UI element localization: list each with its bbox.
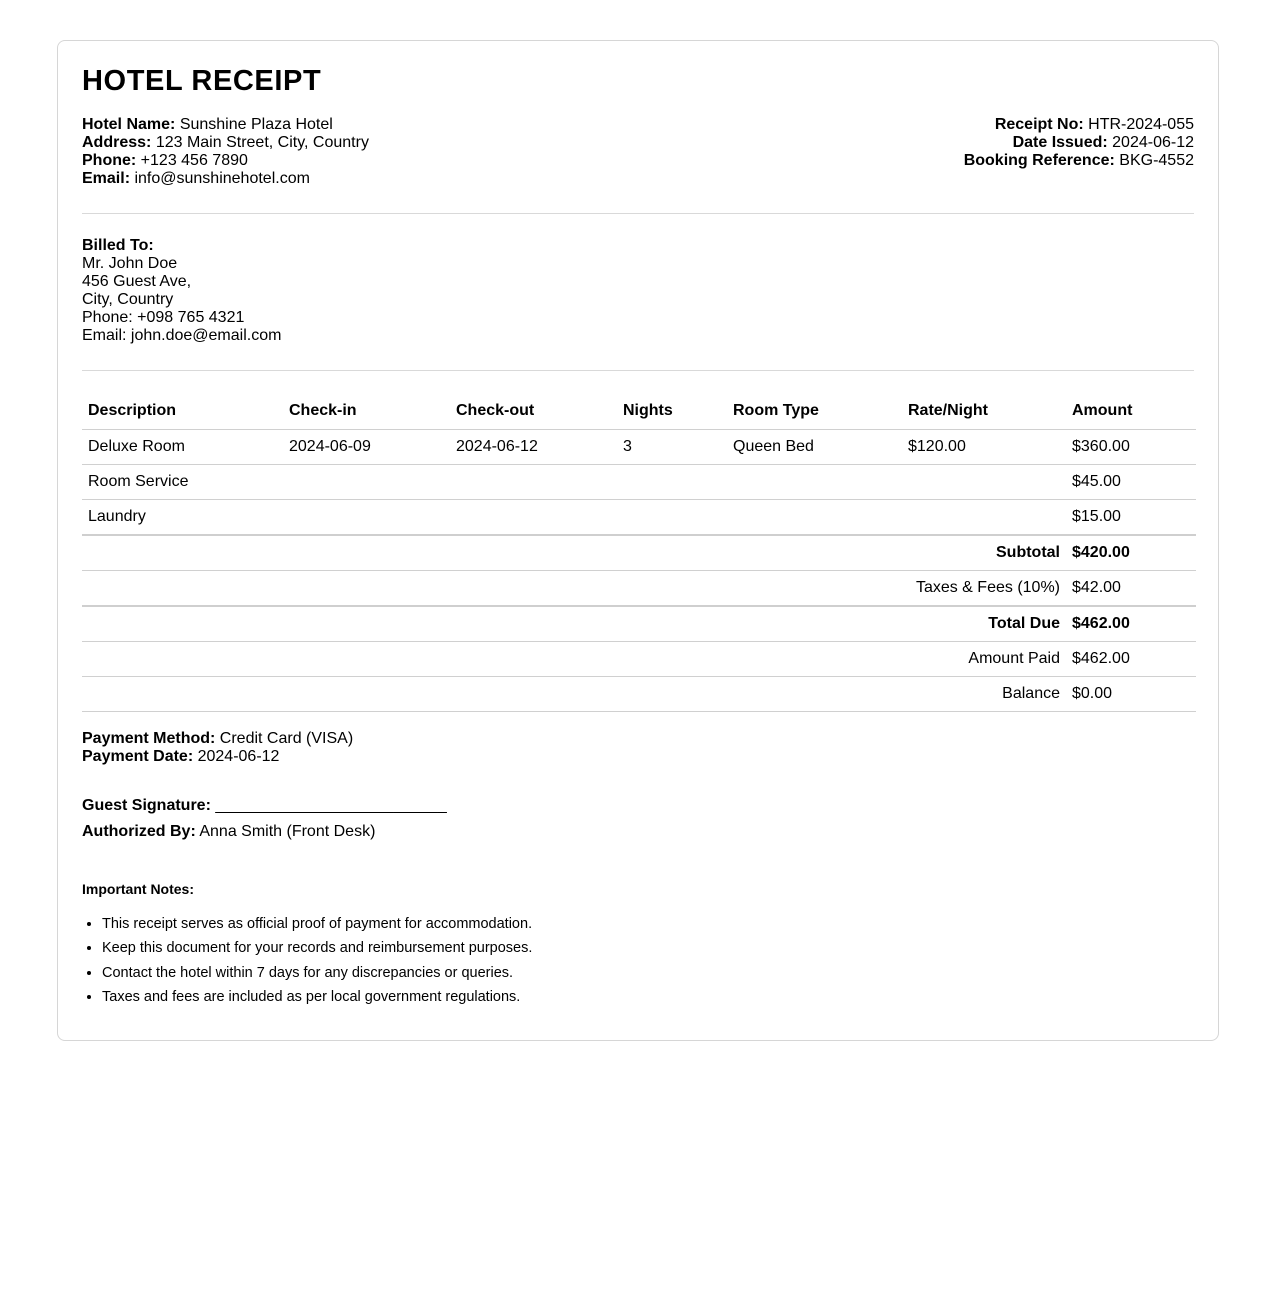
receipt-no-label: Receipt No: xyxy=(994,116,1084,133)
table-cell xyxy=(617,500,727,536)
hotel-phone-label: Phone: xyxy=(82,152,137,169)
payment-date-label: Payment Date: xyxy=(82,748,194,765)
column-header: Amount xyxy=(1066,393,1196,430)
table-cell: $360.00 xyxy=(1066,430,1196,465)
table-cell: $120.00 xyxy=(902,430,1066,465)
divider xyxy=(82,370,1194,371)
hotel-email: info@sunshinehotel.com xyxy=(134,170,310,187)
table-cell xyxy=(450,500,617,536)
hotel-name-label: Hotel Name: xyxy=(82,116,176,133)
notes-title: Important Notes: xyxy=(82,881,194,897)
taxes-label: Taxes & Fees (10%) xyxy=(82,571,1066,607)
payment-date: 2024-06-12 xyxy=(197,748,280,765)
billed-line: City, Country xyxy=(82,291,174,308)
total-due-label: Total Due xyxy=(82,606,1066,642)
booking-reference-label: Booking Reference: xyxy=(963,152,1115,169)
table-cell: Laundry xyxy=(82,500,283,536)
divider xyxy=(82,213,1194,214)
column-header: Check-in xyxy=(283,393,450,430)
payment-method-label: Payment Method: xyxy=(82,730,216,747)
billed-line: Mr. John Doe xyxy=(82,255,178,272)
subtotal-value: $420.00 xyxy=(1066,535,1196,571)
total-due-row xyxy=(82,606,1196,642)
billed-line: Phone: +098 765 4321 xyxy=(82,309,245,326)
page-title: HOTEL RECEIPT xyxy=(82,65,322,97)
column-header: Room Type xyxy=(727,393,902,430)
table-cell: 2024-06-09 xyxy=(283,430,450,465)
taxes-value: $42.00 xyxy=(1066,571,1196,607)
table-cell xyxy=(727,465,902,500)
table-row xyxy=(82,500,1196,536)
table-cell xyxy=(617,465,727,500)
guest-signature xyxy=(82,797,447,815)
date-issued-label: Date Issued: xyxy=(1012,134,1108,151)
hotel-email-label: Email: xyxy=(82,170,131,187)
receipt-card xyxy=(57,40,1219,1041)
table-cell: $15.00 xyxy=(1066,500,1196,536)
hotel-address-label: Address: xyxy=(82,134,152,151)
authorized-by-label: Authorized By: xyxy=(82,823,196,840)
authorized-by xyxy=(82,823,375,841)
billed-line: 456 Guest Ave, xyxy=(82,273,192,290)
payment-info xyxy=(82,730,353,766)
column-header: Nights xyxy=(617,393,727,430)
amount-paid-label: Amount Paid xyxy=(82,642,1066,677)
billed-line: Email: john.doe@email.com xyxy=(82,327,282,344)
table-cell xyxy=(727,500,902,536)
subtotal-row xyxy=(82,535,1196,571)
billed-to xyxy=(82,237,281,345)
table-cell: Room Service xyxy=(82,465,283,500)
balance-label: Balance xyxy=(82,677,1066,712)
notes-list xyxy=(82,913,532,1010)
amount-paid-row xyxy=(82,642,1196,677)
balance-value: $0.00 xyxy=(1066,677,1196,712)
balance-row xyxy=(82,677,1196,712)
amount-paid-value: $462.00 xyxy=(1066,642,1196,677)
receipt-no: HTR-2024-055 xyxy=(1088,116,1194,133)
table-cell xyxy=(283,500,450,536)
hotel-address: 123 Main Street, City, Country xyxy=(155,134,369,151)
guest-signature-label: Guest Signature: xyxy=(82,797,211,814)
table-cell: Queen Bed xyxy=(727,430,902,465)
receipt-info xyxy=(964,116,1194,170)
subtotal-label: Subtotal xyxy=(82,535,1066,571)
list-item: • Taxes and fees are included as per local government regulations. xyxy=(102,986,532,1010)
column-header: Rate/Night xyxy=(902,393,1066,430)
table-cell xyxy=(902,500,1066,536)
table-cell xyxy=(902,465,1066,500)
list-item: • Contact the hotel within 7 days for any discrepancies or queries. xyxy=(102,962,532,986)
table-cell xyxy=(283,465,450,500)
list-item: • This receipt serves as official proof of payment for accommodation. xyxy=(102,913,532,937)
hotel-phone: +123 456 7890 xyxy=(140,152,248,169)
table-cell: 3 xyxy=(617,430,727,465)
hotel-info xyxy=(82,116,369,188)
charges-table xyxy=(82,393,1196,712)
table-cell: Deluxe Room xyxy=(82,430,283,465)
table-cell: $45.00 xyxy=(1066,465,1196,500)
table-row xyxy=(82,465,1196,500)
table-cell xyxy=(450,465,617,500)
column-header: Check-out xyxy=(450,393,617,430)
booking-reference: BKG-4552 xyxy=(1119,152,1194,169)
total-due-value: $462.00 xyxy=(1066,606,1196,642)
taxes-row xyxy=(82,571,1196,607)
date-issued: 2024-06-12 xyxy=(1112,134,1194,151)
table-cell: 2024-06-12 xyxy=(450,430,617,465)
table-row xyxy=(82,430,1196,465)
billed-to-label: Billed To: xyxy=(82,237,154,254)
table-header-row xyxy=(82,393,1196,430)
column-header: Description xyxy=(82,393,283,430)
signature-line: __________________________ xyxy=(215,797,447,814)
hotel-name: Sunshine Plaza Hotel xyxy=(179,116,333,133)
list-item: • Keep this document for your records and reimbursement purposes. xyxy=(102,937,532,961)
authorized-by-name: Anna Smith (Front Desk) xyxy=(199,823,376,840)
payment-method: Credit Card (VISA) xyxy=(219,730,354,747)
